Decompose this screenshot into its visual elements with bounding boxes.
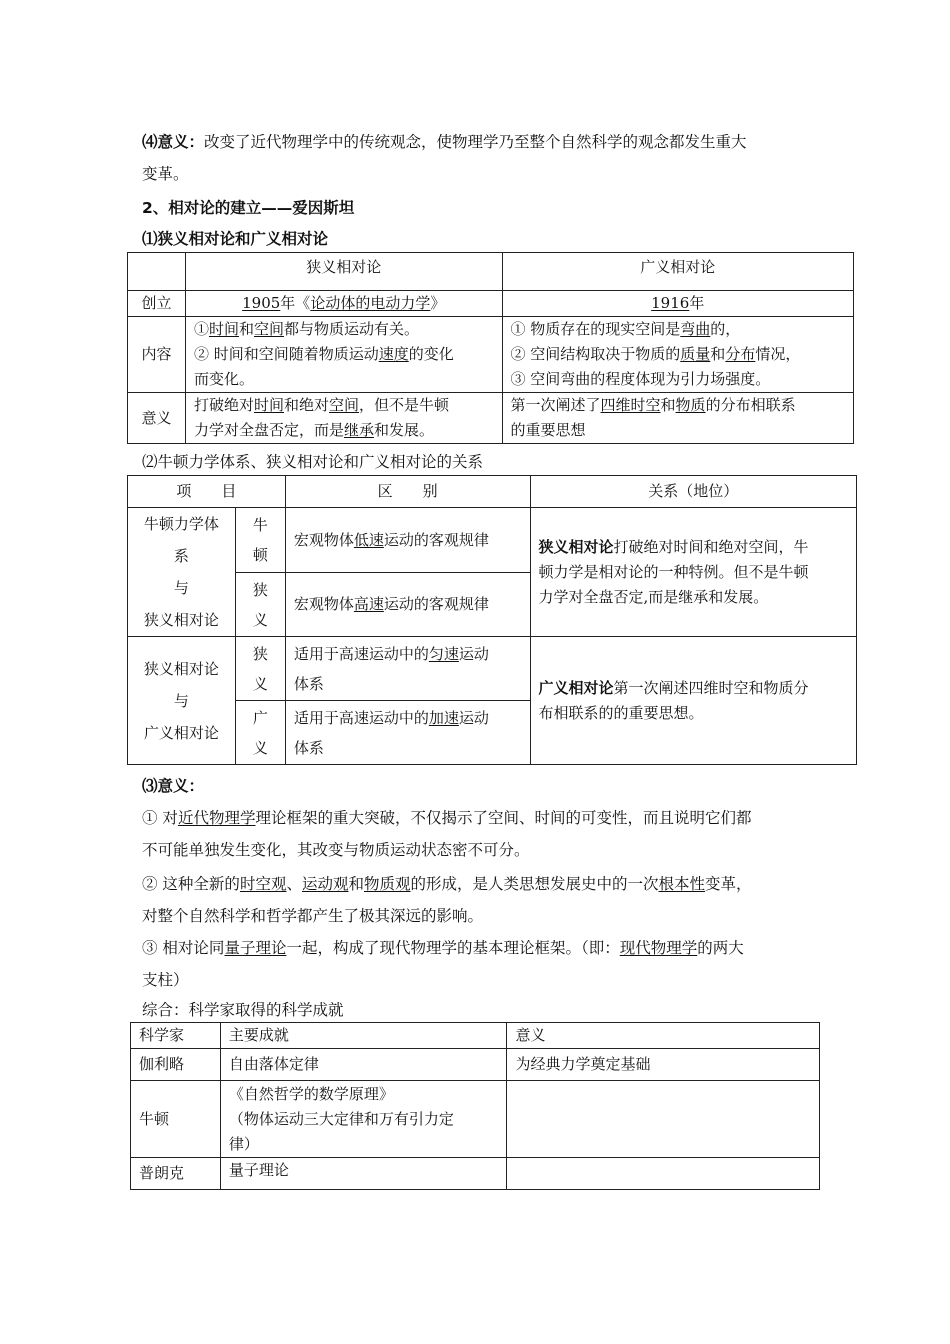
text: ① [193, 320, 209, 338]
text: 年《 [280, 294, 311, 312]
general-meaning [502, 393, 854, 444]
text: 义 [252, 738, 268, 757]
text: 广 [252, 708, 268, 727]
table-row [131, 1049, 820, 1081]
meaning-2-line2: 对整个自然科学和哲学都产生了极其深远的影响。 [142, 907, 484, 925]
text: 年 [689, 294, 705, 312]
section4-line1 [142, 132, 747, 152]
relation-2 [530, 637, 856, 765]
text: 打破绝对时间和绝对空间，牛 [613, 537, 809, 556]
row-label: 意义 [128, 393, 186, 444]
text: 广义相对论 [538, 678, 614, 697]
text: 、 [286, 875, 302, 893]
text: 物质观 [364, 875, 411, 893]
col-special: 狭义相对论 [185, 253, 502, 291]
header-scientist: 科学家 [131, 1023, 221, 1049]
content-line [294, 639, 522, 669]
text: ① 对 [142, 809, 178, 827]
meaning-1-line1 [142, 808, 751, 828]
header-item: 项 目 [128, 476, 286, 508]
text: 加速 [428, 708, 459, 727]
text: 宏观物体 [293, 530, 354, 549]
header-achievement: 主要成就 [220, 1023, 507, 1049]
row-label: 内容 [128, 317, 186, 393]
meaning-1-line2: 不可能单独发生变化，其改变与物质运动状态密不可分。 [142, 841, 530, 859]
text: 与 [173, 691, 189, 710]
meaning-2-line1 [142, 874, 752, 894]
text: 狭 [252, 580, 268, 599]
content-line [194, 418, 494, 443]
achievement: 自由落体定律 [220, 1049, 507, 1081]
text: 空间 [329, 396, 360, 414]
relation-1 [530, 508, 856, 637]
text: 与 [173, 579, 189, 597]
content-line: 律） [228, 1134, 259, 1153]
content-line: 力学对全盘否定,而是继承和发展。 [538, 587, 769, 606]
table-row [131, 1158, 820, 1190]
content-line [511, 317, 846, 342]
content-line: 布相联系的的重要思想。 [538, 703, 704, 722]
text: ，但不是牛顿 [359, 396, 450, 414]
text: 第一次阐述了 [510, 396, 601, 414]
significance [507, 1081, 820, 1158]
text: ② 时间和空间随着物质运动 [193, 345, 379, 363]
heading-relativity: 2、相对论的建立——爱因斯坦 [142, 199, 355, 217]
table-row [128, 317, 854, 393]
diff-accelerated [285, 701, 530, 765]
content-line [539, 676, 848, 701]
text: 高速 [353, 595, 384, 613]
content-line [294, 703, 522, 733]
text: 量子理论 [224, 939, 287, 957]
table-row [128, 508, 857, 573]
col-general: 广义相对论 [502, 253, 854, 291]
text: 运动观 [301, 875, 349, 893]
text: ① 物质存在的现实空间是 [510, 320, 681, 338]
text: 狭 [252, 644, 268, 663]
text: 运动 [458, 708, 489, 727]
text: 系 [173, 547, 189, 565]
general-content [502, 317, 854, 393]
content-line: 的重要思想 [510, 421, 586, 439]
sub-general [235, 701, 285, 765]
text: 宏观物体 [293, 595, 354, 613]
text: 弯曲 [680, 320, 711, 338]
text: 适用于高速运动中的 [293, 708, 429, 727]
text: 》 [430, 294, 446, 312]
text: 义 [252, 674, 268, 693]
content-line: 顿力学是相对论的一种特例。但不是牛顿 [538, 562, 809, 581]
content-line: 体系 [293, 674, 324, 693]
table-cell [128, 253, 186, 291]
text: 狭义相对论 [143, 611, 219, 629]
table-row [131, 1081, 820, 1158]
text: 的两大 [697, 939, 744, 957]
text: 低速 [353, 530, 384, 549]
content-line [511, 393, 846, 418]
diff-newton [285, 508, 530, 573]
table-row [131, 1023, 820, 1049]
achievement [220, 1081, 507, 1158]
text: 的， [710, 320, 741, 338]
content-line: 而变化。 [193, 370, 254, 388]
text: 和 [238, 320, 254, 338]
row-label: 创立 [128, 291, 186, 317]
relation-table [127, 475, 857, 765]
content-line: （物体运动三大定律和万有引力定 [228, 1109, 454, 1128]
header-significance: 意义 [507, 1023, 820, 1049]
scientist-name: 牛顿 [131, 1081, 221, 1158]
text: 打破绝对 [193, 396, 254, 414]
header-diff: 区 别 [285, 476, 530, 508]
diff-uniform [285, 637, 530, 701]
text: 近代物理学 [177, 809, 256, 827]
subheading-3: ⑶意义： [142, 777, 205, 795]
text: 运动 [458, 644, 489, 663]
year-1905: 1905 [242, 294, 281, 312]
table-row [128, 476, 857, 508]
meaning-3-line1 [142, 938, 744, 958]
text: 四维时空 [600, 396, 661, 414]
text: 适用于高速运动中的 [293, 644, 429, 663]
text: 理论框架的重大突破，不仅揭示了空间、时间的可变性，而且说明它们都 [255, 809, 752, 827]
text: 牛 [252, 516, 268, 534]
special-content [185, 317, 502, 393]
text: 广义相对论 [143, 723, 219, 742]
special-created [185, 291, 502, 317]
content-line: ③ 空间弯曲的程度体现为引力场强度。 [510, 370, 771, 388]
significance: 为经典力学奠定基础 [507, 1049, 820, 1081]
text: 时空观 [239, 875, 287, 893]
text: 根本性 [658, 875, 706, 893]
text: 物质 [675, 396, 706, 414]
table-row [128, 291, 854, 317]
scientist-name: 伽利略 [131, 1049, 221, 1081]
special-meaning [185, 393, 502, 444]
text: 继承 [343, 421, 374, 439]
subheading-1: ⑴狭义相对论和广义相对论 [142, 230, 329, 248]
text: 时间 [208, 320, 239, 338]
text: 和 [348, 875, 364, 893]
text: 变革， [705, 875, 752, 893]
text: 一起，构成了现代物理学的基本理论框架。（即： [286, 939, 620, 957]
table-row [128, 637, 857, 701]
table-row [128, 393, 854, 444]
section4-label: ⑷意义： [142, 133, 205, 151]
text: 都与物质运动有关。 [284, 320, 420, 338]
text: 力学对全盘否定，而是 [193, 421, 344, 439]
sub-newton [235, 508, 285, 573]
diff-special [285, 573, 530, 637]
paper-title: 论动体的电动力学 [310, 294, 431, 312]
text: 运动的客观规律 [383, 595, 489, 613]
content-line [511, 342, 846, 367]
year-1916: 1916 [651, 294, 690, 312]
text: 顿 [252, 546, 268, 564]
content-line: 《自然哲学的数学原理》 [228, 1084, 394, 1103]
relativity-table [127, 252, 854, 444]
text: 的分布相联系 [705, 396, 796, 414]
content-line: 体系 [293, 738, 324, 757]
text: 情况， [755, 345, 801, 363]
group-special-general [128, 637, 236, 765]
meaning-3-line2: 支柱） [142, 971, 189, 989]
text: 第一次阐述四维时空和物质分 [613, 678, 809, 697]
text: 质量 [680, 345, 711, 363]
content-line [194, 342, 494, 367]
content-line [194, 393, 494, 418]
text: ③ 相对论同 [142, 939, 225, 957]
text: 义 [252, 610, 268, 629]
header-relation: 关系（地位） [530, 476, 856, 508]
section4-text: 改变了近代物理学中的传统观念，使物理学乃至整个自然科学的观念都发生重大 [204, 133, 747, 151]
text: ② 空间结构取决于物质的 [510, 345, 681, 363]
summary-title: 综合：科学家取得的科学成就 [142, 1001, 344, 1019]
subheading-2: ⑵牛顿力学体系、狭义相对论和广义相对论的关系 [142, 453, 484, 471]
scientist-name: 普朗克 [131, 1158, 221, 1190]
text: 匀速 [428, 644, 459, 663]
text: 和绝对 [283, 396, 329, 414]
text: 牛顿力学体 [143, 515, 219, 533]
text: 运动的客观规律 [383, 530, 489, 549]
general-created [502, 291, 854, 317]
text: 的形成，是人类思想发展史中的一次 [410, 875, 659, 893]
text: 和 [660, 396, 676, 414]
section4-line2: 变革。 [142, 165, 189, 183]
achievement: 量子理论 [220, 1158, 507, 1190]
text: 分布 [725, 345, 756, 363]
scientists-table [130, 1022, 820, 1190]
significance [507, 1158, 820, 1190]
text: 时间 [253, 396, 284, 414]
content-line [539, 535, 848, 560]
table-row [128, 253, 854, 291]
group-newton-special [128, 508, 236, 637]
text: 速度 [378, 345, 409, 363]
text: 狭义相对论 [143, 659, 219, 678]
content-line [194, 317, 494, 342]
text: ② 这种全新的 [142, 875, 240, 893]
sub-special-2 [235, 637, 285, 701]
text: 空间 [254, 320, 285, 338]
text: 的变化 [408, 345, 454, 363]
text: 现代物理学 [619, 939, 698, 957]
sub-special [235, 573, 285, 637]
text: 狭义相对论 [538, 537, 614, 556]
text: 和发展。 [373, 421, 434, 439]
text: 和 [710, 345, 726, 363]
